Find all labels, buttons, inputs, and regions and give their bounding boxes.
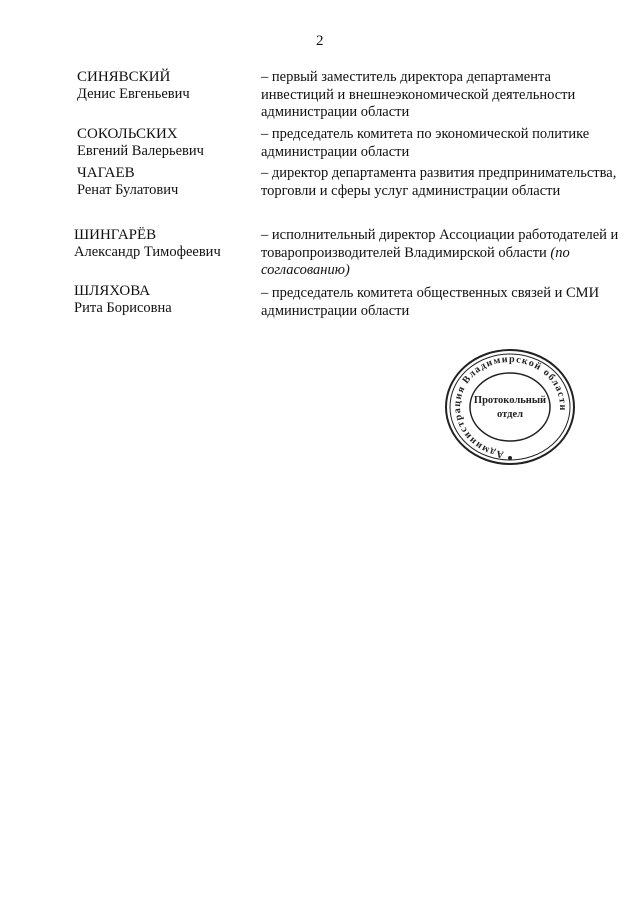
member-description <box>261 165 621 200</box>
member-description-text: – первый заместитель директора департамента инвестиций и внешнеэкономической деятельности администрации области <box>261 69 576 120</box>
seal-inner-ring <box>470 373 550 441</box>
member-description <box>261 285 621 320</box>
seal-center-line2: отдел <box>497 409 523 420</box>
member-description-text: – председатель комитета по экономической политике администрации области <box>261 126 590 160</box>
member-name-block <box>77 165 178 199</box>
member-note: (по согласованию) <box>261 244 570 278</box>
member-description-text: – председатель комитета общественных связей и СМИ администрации области <box>261 285 600 319</box>
member-description <box>261 69 621 122</box>
member-name-block <box>74 227 221 261</box>
seal-outer-ring-inner <box>450 354 570 460</box>
seal-ring-text: Администрация Владимирской области <box>451 353 569 460</box>
member-surname: ШИНГАРЁВ <box>74 227 157 243</box>
member-given-names: Евгений Валерьевич <box>77 143 204 159</box>
seal-center-line1: Протокольный <box>473 395 547 406</box>
seal-star-icon <box>508 456 512 460</box>
member-name-block <box>74 283 172 317</box>
seal-outer-ring <box>446 350 574 464</box>
page-number: 2 <box>316 33 324 49</box>
protocol-department-seal <box>440 345 580 470</box>
member-name-block <box>77 69 190 103</box>
member-given-names: Рита Борисовна <box>74 300 172 316</box>
member-description-text: – директор департамента развития предпринимательства, торговли и сферы услуг администрации области <box>261 165 617 199</box>
member-description <box>261 126 621 161</box>
member-surname: ЧАГАЕВ <box>77 165 135 181</box>
member-description <box>261 227 621 280</box>
member-surname: СОКОЛЬСКИХ <box>77 126 178 142</box>
member-surname: ШЛЯХОВА <box>74 283 151 299</box>
member-given-names: Ренат Булатович <box>77 182 179 198</box>
member-surname: СИНЯВСКИЙ <box>77 69 171 85</box>
member-description-text: – исполнительный директор Ассоциации работодателей и товаропроизводителей Владимирской области <box>261 227 619 261</box>
member-name-block <box>77 126 204 160</box>
member-given-names: Александр Тимофеевич <box>74 244 221 260</box>
member-given-names: Денис Евгеньевич <box>77 86 190 102</box>
